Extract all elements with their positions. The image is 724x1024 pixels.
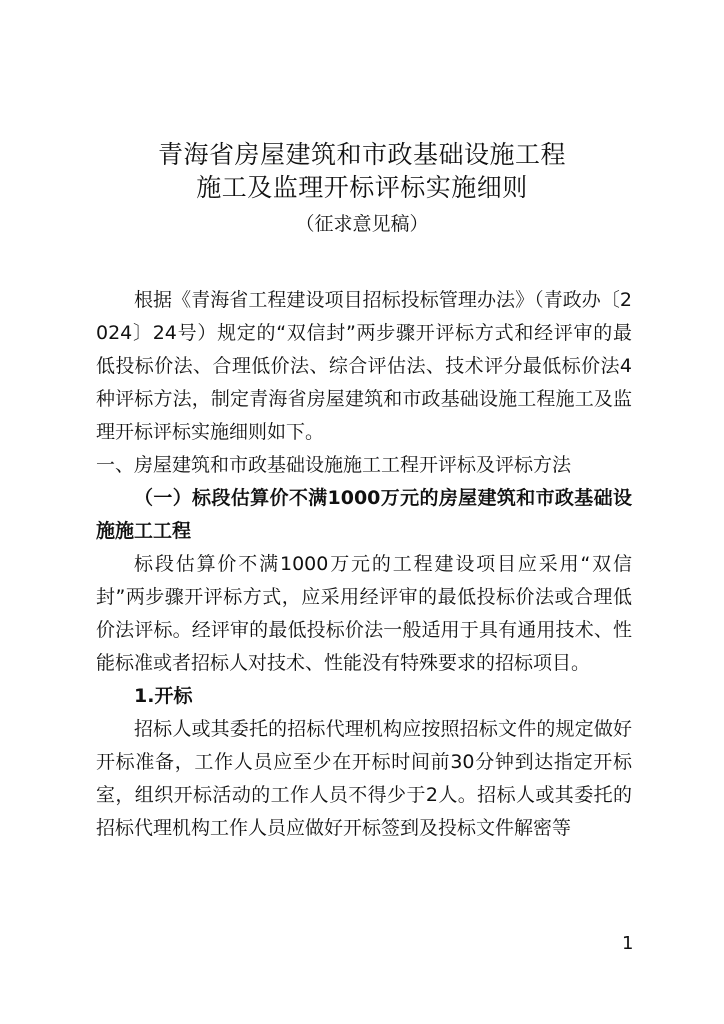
document-title-line2: 施工及监理开标评标实施细则 [196, 173, 528, 202]
document-subtitle: （征求意见稿） [295, 213, 429, 235]
body-paragraph-opening: 招标人或其委托的招标代理机构应按照招标文件的规定做好开标准备，工作人员应至少在开标时间前30分钟到达指定开标室，组织开标活动的工作人员不得少于2人。招标人或其委托的招标代理机构工作人员应做好开标签到及投标文件解密等 [96, 718, 632, 839]
page-number: 1 [622, 933, 634, 954]
document-body [96, 284, 632, 845]
document-title-line1: 青海省房屋建筑和市政基础设施工程 [157, 140, 566, 169]
body-paragraph: 标段估算价不满1000万元的工程建设项目应采用“双信封”两步骤开评标方式，应采用经评审的最低投标价法或合理低价法评标。经评审的最低投标价法一般适用于具有通用技术、性能标准或者招标人对技术、性能没有特殊要求的招标项目。 [96, 553, 632, 674]
subsection-heading: （一）标段估算价不满1000万元的房屋建筑和市政基础设施施工工程 [96, 487, 632, 542]
intro-paragraph: 根据《青海省工程建设项目招标投标管理办法》（青政办〔2024〕24号）规定的“双信封”两步骤开评标方式和经评审的最低投标价法、合理低价法、综合评估法、技术评分最低标价法4种评标方法，制定青海省房屋建筑和市政基础设施工程施工及监理开标评标实施细则如下。 [96, 289, 632, 443]
item-heading: 1.开标 [134, 685, 193, 707]
section-heading: 一、房屋建筑和市政基础设施施工工程开评标及评标方法 [96, 454, 572, 476]
